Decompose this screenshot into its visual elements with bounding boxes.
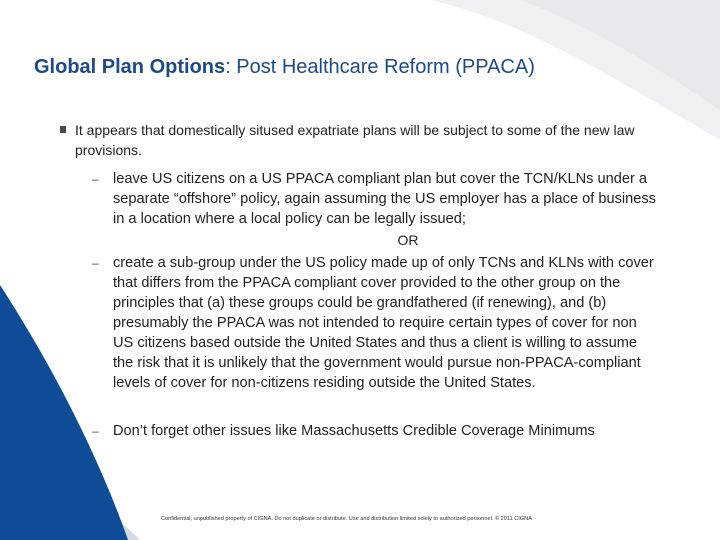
sub-bullet-2-text: create a sub-group under the US policy made up of only TCNs and KLNs with cover that differs from the PPACA compliant cover provided to the other group on the principles that (a) these groups could be grandfathered (if renewing), and (b) presumably the PPACA was not intended to require certain types of cover for non US citizens based outside the United States and thus a client is willing to assume the risk that it is unlikely that the government would pursue non-PPACA-compliant levels of cover for non-citizens residing outside the United States. [113,255,654,391]
slide-content [60,120,660,441]
dash-bullet-icon: – [92,172,99,186]
square-bullet-icon [60,126,66,133]
sub-bullet-1 [60,169,660,229]
title-strong: Global Plan Options [34,56,226,78]
confidentiality-footer: Confidential, unpublished property of CIGNA. Do not duplicate or distribute. Use and distribution limited solely to authorized personnel. © 2011 CIGNA [161,516,532,522]
title-rest: : Post Healthcare Reform (PPACA) [225,56,535,78]
page-title [34,56,535,79]
sub-bullet-3 [60,421,660,441]
sub-bullet-3-text: Don’t forget other issues like Massachusetts Credible Coverage Minimums [113,423,595,439]
sub-bullet-1-text: leave US citizens on a US PPACA compliant plan but cover the TCN/KLNs under a separate “offshore” policy, again assuming the US employer has a place of business in a location where a local policy can be legally issued; [113,171,656,227]
sub-bullet-2 [60,253,660,393]
dash-bullet-icon: – [92,424,99,438]
or-separator: OR [397,232,419,248]
main-bullet [60,120,660,160]
dash-bullet-icon: – [92,256,99,270]
main-bullet-text: It appears that domestically sitused expatriate plans will be subject to some of the new law provisions. [75,122,635,158]
